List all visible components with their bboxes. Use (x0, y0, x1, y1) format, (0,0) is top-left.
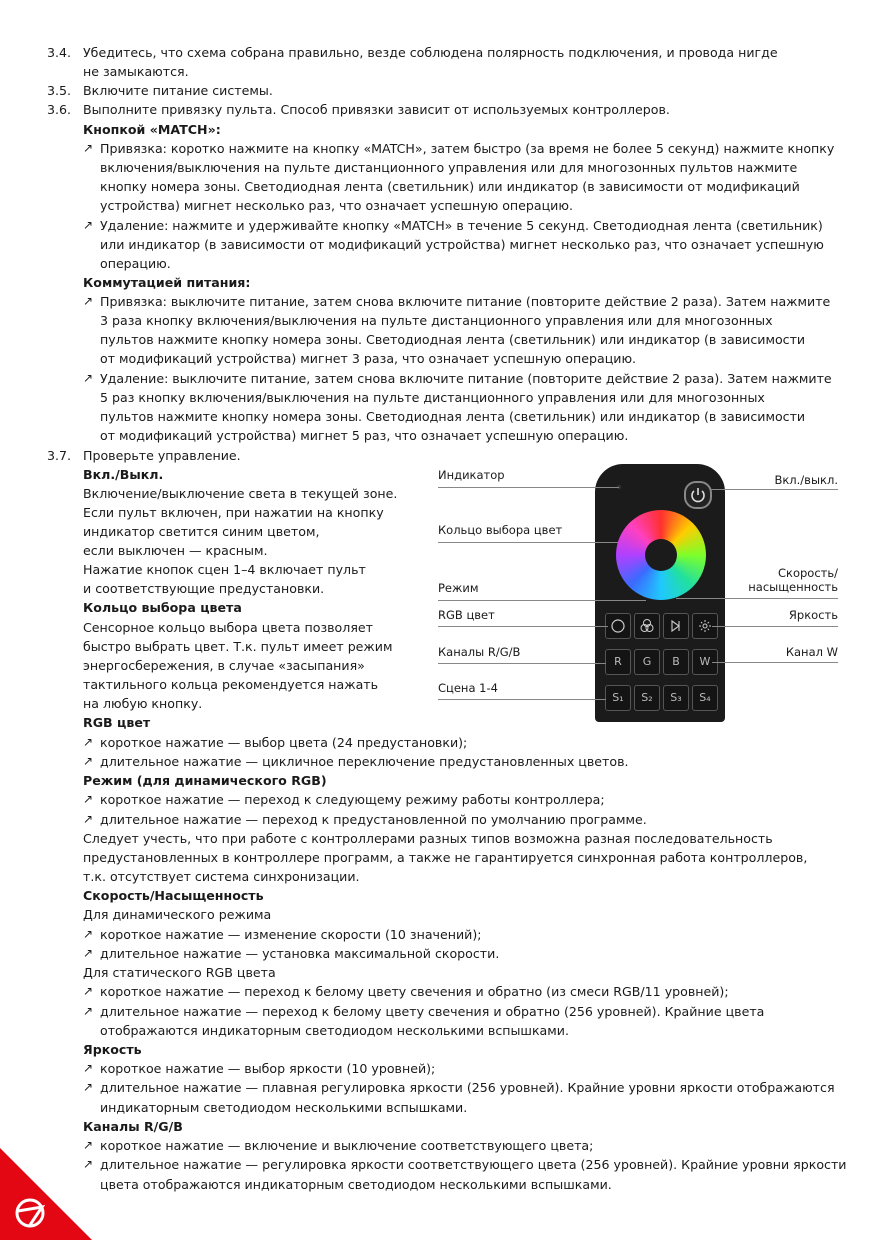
channel-b-button[interactable]: B (663, 649, 689, 675)
leader-line (438, 626, 608, 627)
bullet-arrow-icon: ↗ (83, 735, 94, 749)
paragraph-line: Удаление: нажмите и удерживайте кнопку «MATCH» в течение 5 секунд. Светодиодная лента (светильник) (100, 218, 823, 233)
bullet-arrow-icon: ↗ (83, 371, 94, 385)
paragraph-line: короткое нажатие — переход к белому цвету свечения и обратно (из смеси RGB/11 уровней); (100, 984, 729, 999)
label-channels: Каналы R/G/B (438, 645, 521, 659)
paragraph-line: цвета отображаются индикаторным светодиодом несколькими вспышками. (100, 1177, 612, 1192)
label-rgb: RGB цвет (438, 608, 495, 622)
bullet-arrow-icon: ↗ (83, 927, 94, 941)
paragraph-line: быстро выбрать цвет. Т.к. пульт имеет режим (83, 639, 393, 654)
leader-line (438, 600, 646, 601)
bullet-arrow-icon: ↗ (83, 984, 94, 998)
bullet-arrow-icon: ↗ (83, 754, 94, 768)
leader-line (676, 598, 838, 599)
section-heading: Скорость/Насыщенность (83, 888, 264, 903)
step-text: Включите питание системы. (83, 83, 273, 98)
paragraph-line: Для статического RGB цвета (83, 965, 276, 980)
paragraph-line: т.к. отсутствует система синхронизации. (83, 869, 360, 884)
rgb-color-button[interactable] (605, 613, 631, 639)
paragraph-line: если выключен — красным. (83, 543, 268, 558)
scene-4-button[interactable]: S₄ (692, 685, 718, 711)
bullet-arrow-icon: ↗ (83, 812, 94, 826)
bullet-arrow-icon: ↗ (83, 1138, 94, 1152)
paragraph-line: и соответствующие предустановки. (83, 581, 325, 596)
paragraph-line: короткое нажатие — выбор цвета (24 предустановки); (100, 735, 468, 750)
step-number: 3.5. (47, 83, 72, 98)
paragraph-line: предустановленных в контроллере программ, а также не гарантируется синхронная работа контроллеров, (83, 850, 808, 865)
paragraph-line: Привязка: коротко нажмите на кнопку «MATCH», затем быстро (за время не более 5 секунд) нажмите кнопку (100, 141, 835, 156)
section-heading: Кольцо выбора цвета (83, 600, 242, 615)
leader-line (438, 699, 606, 700)
paragraph-line: устройства) мигнет несколько раз, что означает успешную операцию. (100, 198, 573, 213)
paragraph-line: пультов нажмите кнопку номера зоны. Светодиодная лента (светильник) или индикатор (в зависимости (100, 332, 806, 347)
label-channel-w: Канал W (785, 645, 838, 659)
paragraph-line: длительное нажатие — переход к предустановленной по умолчанию программе. (100, 812, 647, 827)
section-heading: Каналы R/G/B (83, 1119, 183, 1134)
leader-line (710, 489, 838, 490)
scene-1-button[interactable]: S₁ (605, 685, 631, 711)
paragraph-line: 3 раза кнопку включения/выключения на пульте дистанционного управления или для многозонных (100, 313, 773, 328)
paragraph-line: или индикатор (в зависимости от модификаций устройства) мигнет несколько раз, что означает успешную (100, 237, 824, 252)
paragraph-line: Для динамического режима (83, 907, 272, 922)
step-number: 3.6. (47, 102, 72, 117)
play-forward-icon (664, 614, 688, 638)
bullet-arrow-icon: ↗ (83, 1061, 94, 1075)
rgb-circles-icon (635, 614, 659, 638)
color-ring-center (645, 539, 677, 571)
bullet-arrow-icon: ↗ (83, 218, 94, 232)
paragraph-line: отображаются индикаторным светодиодом несколькими вспышками. (100, 1023, 569, 1038)
bullet-arrow-icon: ↗ (83, 1157, 94, 1171)
paragraph-line: длительное нажатие — плавная регулировка яркости (256 уровней). Крайние уровни яркости отображаются (100, 1080, 835, 1095)
power-icon (686, 483, 710, 507)
label-color-ring: Кольцо выбора цвет (438, 523, 563, 537)
speed-saturation-button[interactable] (663, 613, 689, 639)
channel-g-button[interactable]: G (634, 649, 660, 675)
section-heading: Режим (для динамического RGB) (83, 773, 327, 788)
paragraph-line: Сенсорное кольцо выбора цвета позволяет (83, 620, 373, 635)
paragraph-line: энергосбережения, в случае «засыпания» (83, 658, 365, 673)
label-mode: Режим (438, 581, 479, 595)
paragraph-line: Следует учесть, что при работе с контроллерами разных типов возможна разная последовательность (83, 831, 773, 846)
bullet-arrow-icon: ↗ (83, 946, 94, 960)
paragraph-line: 5 раз кнопку включения/выключения на пульте дистанционного управления или для многозонных (100, 390, 765, 405)
paragraph-line: операцию. (100, 256, 171, 271)
paragraph-line: кнопку номера зоны. Светодиодная лента (светильник) или индикатор (в зависимости от модификаций (100, 179, 800, 194)
step-text: Выполните привязку пульта. Способ привязки зависит от используемых контроллеров. (83, 102, 670, 117)
paragraph-line: от модификаций устройства) мигнет 3 раза, что означает успешную операцию. (100, 351, 637, 366)
step-text: не замыкаются. (83, 64, 189, 79)
label-speed-2: насыщенность (748, 580, 838, 594)
bullet-arrow-icon: ↗ (83, 1004, 94, 1018)
channel-r-button[interactable]: R (605, 649, 631, 675)
scene-3-button[interactable]: S₃ (663, 685, 689, 711)
brand-logo-icon (12, 1195, 48, 1231)
paragraph-line: короткое нажатие — изменение скорости (10 значений); (100, 927, 482, 942)
mode-button[interactable] (634, 613, 660, 639)
leader-line (712, 626, 838, 627)
paragraph-line: длительное нажатие — переход к белому цвету свечения и обратно (256 уровней). Крайние цвета (100, 1004, 765, 1019)
step-number: 3.4. (47, 45, 72, 60)
power-button[interactable] (684, 481, 712, 509)
paragraph-line: Включение/выключение света в текущей зоне. (83, 486, 398, 501)
label-brightness: Яркость (788, 608, 838, 622)
paragraph-line: Удаление: выключите питание, затем снова включите питание (повторите действие 2 раза). Затем нажмите (100, 371, 832, 386)
paragraph-line: длительное нажатие — установка максимальной скорости. (100, 946, 500, 961)
paragraph-line: короткое нажатие — включение и выключение соответствующего цвета; (100, 1138, 594, 1153)
leader-line (438, 663, 606, 664)
section-heading: Вкл./Выкл. (83, 467, 164, 482)
step-text: Проверьте управление. (83, 448, 241, 463)
paragraph-line: длительное нажатие — цикличное переключение предустановленных цветов. (100, 754, 629, 769)
section-heading: RGB цвет (83, 715, 151, 730)
scene-2-button[interactable]: S₂ (634, 685, 660, 711)
section-heading: Яркость (83, 1042, 142, 1057)
paragraph-line: на любую кнопку. (83, 696, 203, 711)
label-scene: Сцена 1-4 (438, 681, 498, 695)
channel-w-button[interactable]: W (692, 649, 718, 675)
paragraph-line: индикатор светится синим цветом, (83, 524, 320, 539)
step-number: 3.7. (47, 448, 72, 463)
label-speed-1: Скорость/ (777, 566, 838, 580)
bullet-arrow-icon: ↗ (83, 1080, 94, 1094)
leader-line (712, 662, 838, 663)
paragraph-line: включения/выключения на пульте дистанционного управления или для многозонных пультов нажмите (100, 160, 798, 175)
bullet-arrow-icon: ↗ (83, 141, 94, 155)
paragraph-line: короткое нажатие — выбор яркости (10 уровней); (100, 1061, 436, 1076)
circle-icon (606, 614, 630, 638)
paragraph-line: Привязка: выключите питание, затем снова включите питание (повторите действие 2 раза). Затем нажмите (100, 294, 831, 309)
paragraph-line: Если пульт включен, при нажатии на кнопку (83, 505, 384, 520)
section-heading: Коммутацией питания: (83, 275, 251, 290)
bullet-arrow-icon: ↗ (83, 792, 94, 806)
remote-control (595, 464, 725, 722)
paragraph-line: от модификаций устройства) мигнет 5 раз, что означает успешную операцию. (100, 428, 629, 443)
color-ring[interactable] (616, 510, 706, 600)
label-indicator: Индикатор (438, 468, 505, 482)
label-onoff: Вкл./выкл. (774, 473, 838, 487)
paragraph-line: пультов нажмите кнопку номера зоны. Светодиодная лента (светильник) или индикатор (в зависимости (100, 409, 806, 424)
leader-line (438, 487, 619, 488)
step-text: Убедитесь, что схема собрана правильно, везде соблюдена полярность подключения, и провода нигде (83, 45, 778, 60)
paragraph-line: Нажатие кнопок сцен 1–4 включает пульт (83, 562, 366, 577)
bullet-arrow-icon: ↗ (83, 294, 94, 308)
paragraph-line: длительное нажатие — регулировка яркости соответствующего цвета (256 уровней). Крайние уровни яркости (100, 1157, 847, 1172)
paragraph-line: тактильного кольца рекомендуется нажать (83, 677, 379, 692)
section-heading: Кнопкой «MATCH»: (83, 122, 221, 137)
leader-line (438, 542, 618, 543)
paragraph-line: индикаторным светодиодом несколькими вспышками. (100, 1100, 468, 1115)
paragraph-line: короткое нажатие — переход к следующему режиму работы контроллера; (100, 792, 605, 807)
